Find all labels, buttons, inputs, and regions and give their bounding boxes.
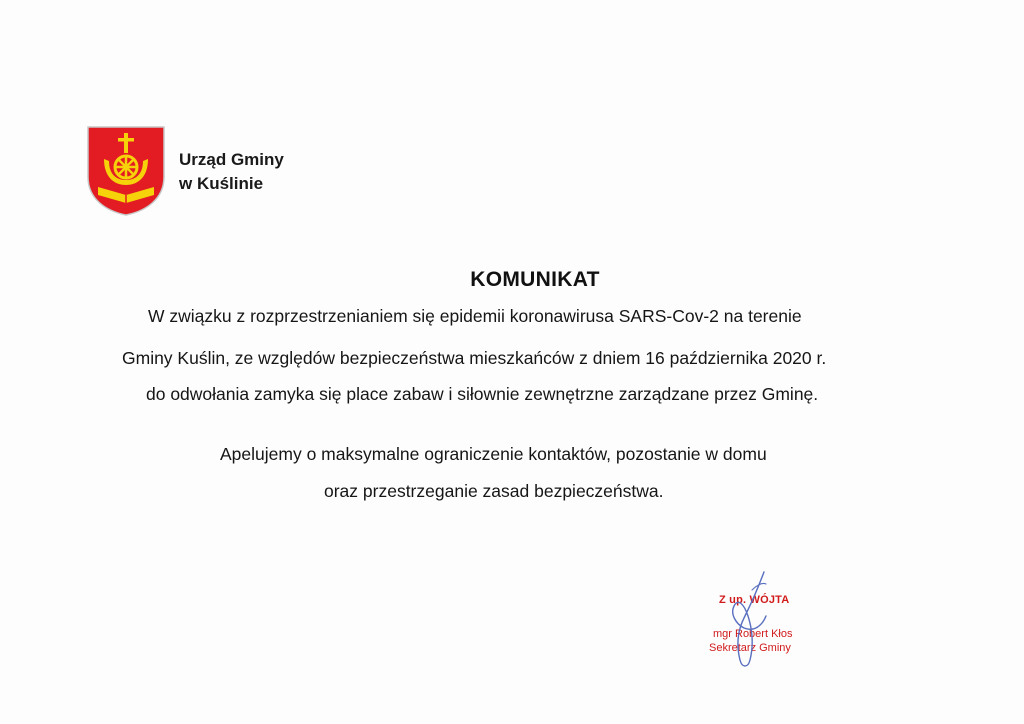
stamp-signatory-name: mgr Robert Kłos <box>713 628 793 640</box>
appeal-line-2: oraz przestrzeganie zasad bezpieczeństwa. <box>324 481 664 501</box>
office-name-line1: Urząd Gminy <box>179 150 284 169</box>
notice-line-1: W związku z rozprzestrzenianiem się epidemii koronawirusa SARS-Cov-2 na terenie <box>148 306 802 326</box>
notice-line-3: do odwołania zamyka się place zabaw i siłownie zewnętrzne zarządzane przez Gminę. <box>146 384 819 404</box>
office-name-line2: w Kuślinie <box>179 174 264 193</box>
stamp-authority: Z up. WÓJTA <box>719 594 790 606</box>
coat-of-arms-icon <box>86 125 166 217</box>
office-name <box>179 148 284 196</box>
notice-title <box>0 268 1024 292</box>
appeal-line-1: Apelujemy o maksymalne ograniczenie kontaktów, pozostanie w domu <box>220 444 767 464</box>
handwritten-signature-icon <box>722 568 782 673</box>
notice-line-2: Gminy Kuślin, ze względów bezpieczeństwa mieszkańców z dniem 16 października 2020 r. <box>122 348 827 368</box>
stamp-signatory-role: Sekretarz Gminy <box>709 642 791 654</box>
notice-title-text: KOMUNIKAT <box>470 268 600 291</box>
